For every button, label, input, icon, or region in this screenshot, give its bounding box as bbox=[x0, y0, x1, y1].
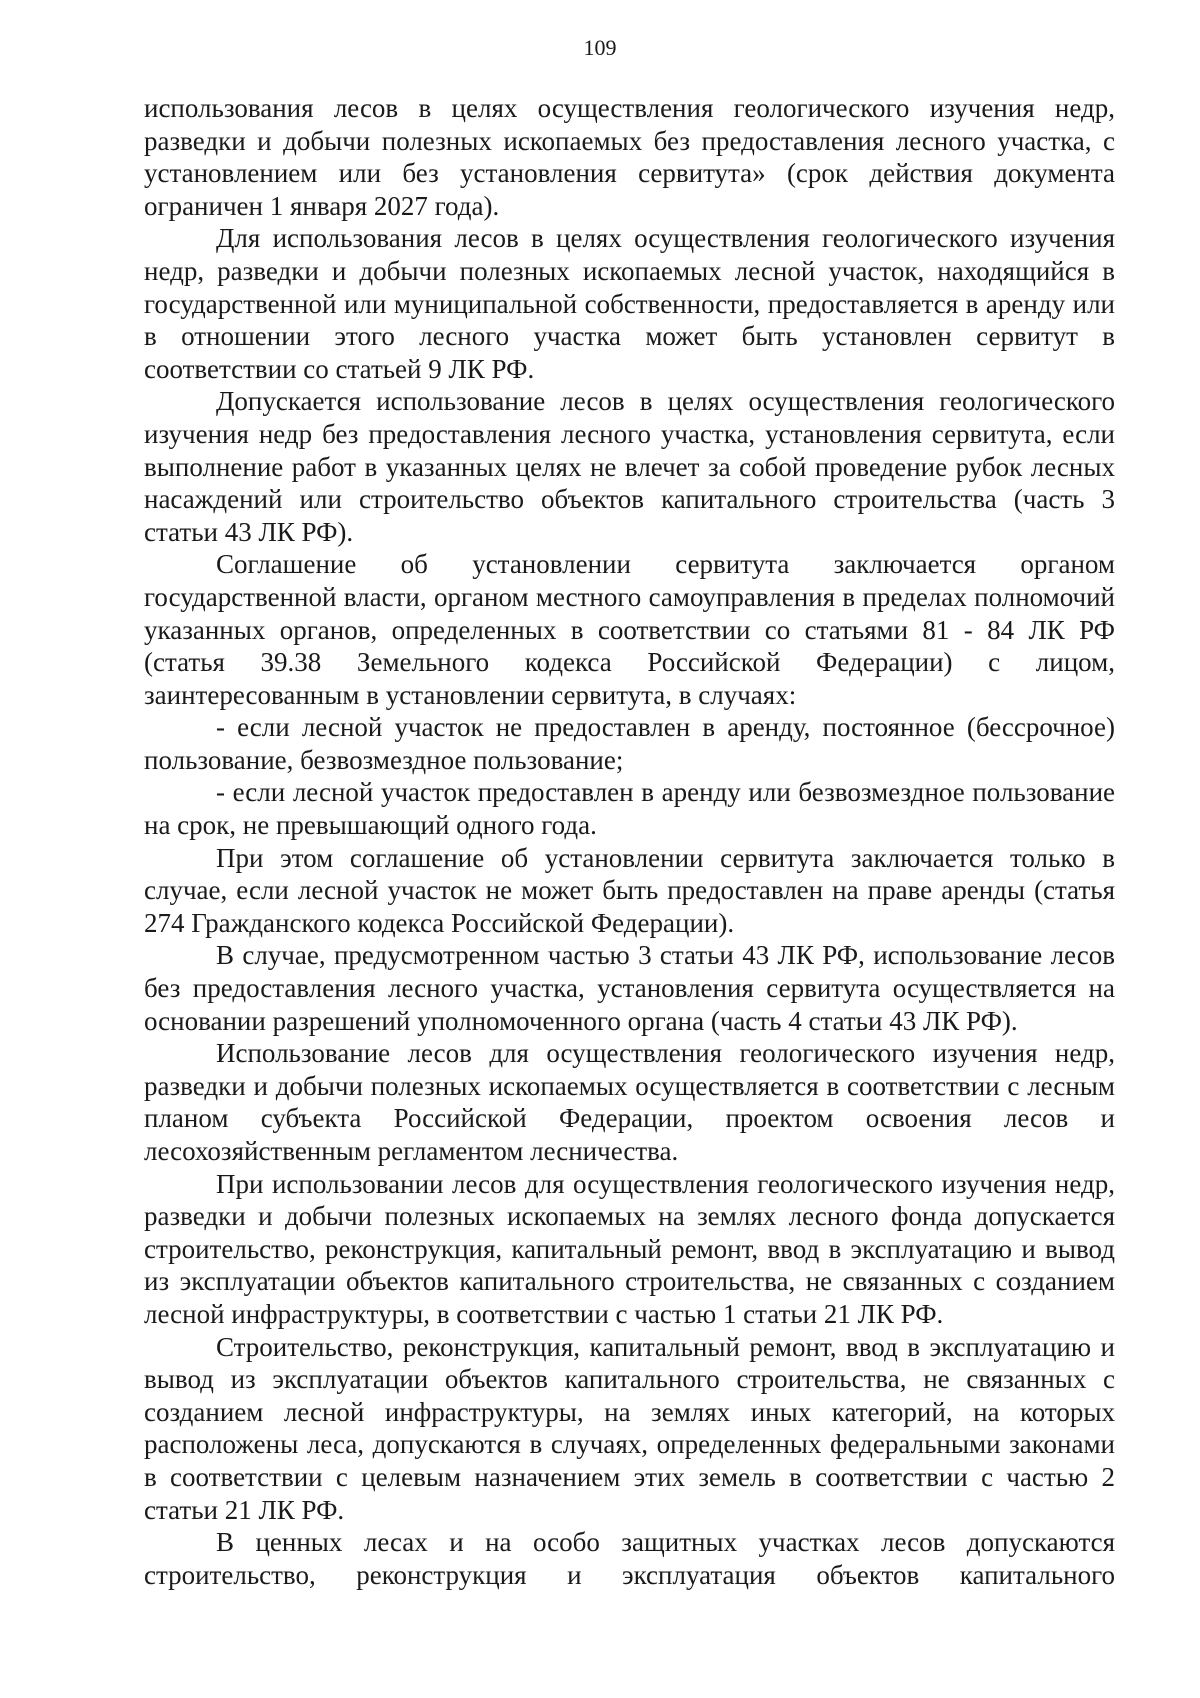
paragraph-forest-fund-construction: При использовании лесов для осуществления геологического изучения недр, разведки и добычи полезных ископаемых на землях лесного фонда допускается строительство, реконструкция, капитальный ремонт, ввод в эксплуатацию и вывод из эксплуатации объектов капитального строительства, не связанных с созданием лесной инфраструктуры, в соответствии с частью 1 статьи 21 ЛК РФ. bbox=[144, 1168, 1115, 1329]
paragraph-lease-or-servitude: Для использования лесов в целях осуществления геологического изучения недр, разведки и добычи полезных ископаемых лесной участок, находящийся в государственной или муниципальной собственности, предоставляется в аренду или в отношении этого лесного участка может быть установлен сервитут в соответствии со статьей 9 ЛК РФ. bbox=[144, 223, 1115, 384]
paragraph-other-lands-construction: Строительство, реконструкция, капитальный ремонт, ввод в эксплуатацию и вывод из эксплуатации объектов капитального строительства, не связанных с созданием лесной инфраструктуры, на землях иных категорий, на которых расположены леса, допускаются в случаях, определенных федеральными законами в соответствии с целевым назначением этих земель в соответствии с частью 2 статьи 21 ЛК РФ. bbox=[144, 1331, 1115, 1525]
list-item-not-leased: - если лесной участок не предоставлен в аренду, постоянное (бессрочное) пользование, безвозмездное пользование; bbox=[144, 712, 1115, 775]
paragraph-servitude-condition: При этом соглашение об установлении сервитута заключается только в случае, если лесной участок не может быть предоставлен на праве аренды (статья 274 Гражданского кодекса Российской Федерации). bbox=[144, 842, 1115, 938]
page-number: 109 bbox=[583, 35, 617, 60]
paragraph-permits: В случае, предусмотренном частью 3 статьи 43 ЛК РФ, использование лесов без предоставления лесного участка, установления сервитута осуществляется на основании разрешений уполномоченного органа (часть 4 статьи 43 ЛК РФ). bbox=[144, 940, 1115, 1036]
paragraph-without-plot: Допускается использование лесов в целях осуществления геологического изучения недр без предоставления лесного участка, установления сервитута, если выполнение работ в указанных целях не влечет за собой проведение рубок лесных насаждений или строительство объектов капитального строительства (часть 3 статьи 43 ЛК РФ). bbox=[144, 386, 1115, 547]
list-item-short-lease: - если лесной участок предоставлен в аренду или безвозмездное пользование на срок, не превышающий одного года. bbox=[144, 777, 1115, 841]
paragraph-servitude-agreement: Соглашение об установлении сервитута заключается органом государственной власти, органом местного самоуправления в пределах полномочий указанных органов, определенных в соответствии со статьями 81 - 84 ЛК РФ (статья 39.38 Земельного кодекса Российской Федерации) с лицом, заинтересованным в установлении сервитута, в случаях: bbox=[144, 549, 1115, 710]
paragraph-valuable-forests: В ценных лесах и на особо защитных участках лесов допускаются строительство, реконструкция и эксплуатация объектов капитального bbox=[144, 1527, 1115, 1590]
paragraph-forest-plan: Использование лесов для осуществления геологического изучения недр, разведки и добычи полезных ископаемых осуществляется в соответствии с лесным планом субъекта Российской Федерации, проектом освоения лесов и лесохозяйственным регламентом лесничества. bbox=[144, 1038, 1115, 1166]
document-body bbox=[144, 92, 1115, 1591]
paragraph-continuation: использования лесов в целях осуществления геологического изучения недр, разведки и добычи полезных ископаемых без предоставления лесного участка, с установлением или без установления сервитута» (срок действия документа ограничен 1 января 2027 года). bbox=[144, 93, 1115, 221]
